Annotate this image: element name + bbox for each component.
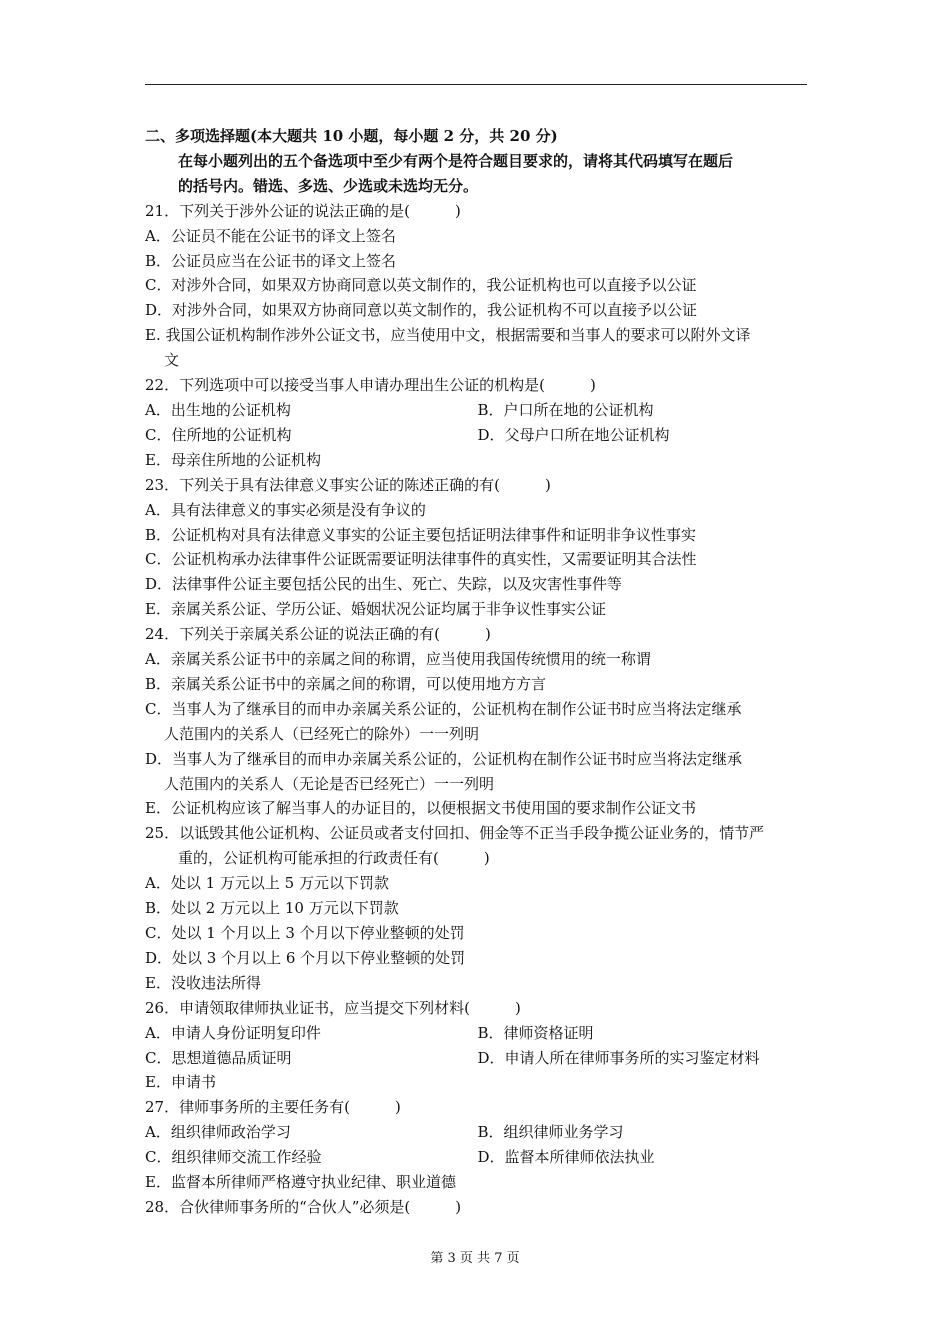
q22-option-e: E．母亲住所地的公证机构	[145, 450, 321, 469]
q28-stem: 28．合伙律师事务所的“合伙人”必须是( )	[145, 1197, 462, 1216]
q22-options-row-1	[145, 398, 810, 423]
q22-option-b: B．户口所在地的公证机构	[477, 400, 654, 419]
q21-option-d: D．对涉外合同，如果双方协商同意以英文制作的，我公证机构不可以直接予以公证	[145, 301, 698, 320]
q24-option-c-continued: 人范围内的关系人（已经死亡的除外）一一列明	[164, 724, 480, 743]
q26-option-e: E．申请书	[145, 1073, 216, 1092]
q22-option-c: C．住所地的公证机构	[145, 425, 292, 444]
q23-option-a: A．具有法律意义的事实必须是没有争议的	[145, 500, 426, 519]
q21-option-b: B．公证员应当在公证书的译文上签名	[145, 251, 397, 270]
q22-options-row-2	[145, 423, 810, 448]
q23-option-b: B．公证机构对具有法律意义事实的公证主要包括证明法律事件和证明非争议性事实	[145, 525, 697, 544]
q21-stem: 21．下列关于涉外公证的说法正确的是( )	[145, 201, 461, 220]
q23-option-e: E．亲属关系公证、学历公证、婚姻状况公证均属于非争议性事实公证	[145, 600, 606, 619]
q25-stem-continued: 重的，公证机构可能承担的行政责任有( )	[178, 849, 490, 868]
q22-option-a: A．出生地的公证机构	[145, 400, 291, 419]
q21-option-e: E. 我国公证机构制作涉外公证文书，应当使用中文，根据需要和当事人的要求可以附外文译	[145, 326, 751, 345]
q21-option-c: C．对涉外合同，如果双方协商同意以英文制作的，我公证机构也可以直接予以公证	[145, 276, 697, 295]
q26-option-a: A．申请人身份证明复印件	[145, 1023, 321, 1042]
q27-option-d: D．监督本所律师依法执业	[477, 1148, 655, 1167]
q22-stem: 22．下列选项中可以接受当事人申请办理出生公证的机构是( )	[145, 376, 596, 395]
q25-option-d: D．处以 3 个月以上 6 个月以下停业整顿的处罚	[145, 948, 466, 967]
q25-option-a: A．处以 1 万元以上 5 万元以下罚款	[145, 874, 389, 893]
page-footer: 第 3 页 共 7 页	[430, 1251, 520, 1266]
q27-stem: 27．律师事务所的主要任务有( )	[145, 1098, 401, 1117]
q25-option-c: C．处以 1 个月以上 3 个月以下停业整顿的处罚	[145, 924, 465, 942]
q25-option-e: E．没收违法所得	[145, 973, 261, 992]
section-instructions-line-2: 的括号内。错选、多选、少选或未选均无分。	[178, 176, 479, 195]
q21-option-e-continued: 文	[164, 351, 180, 370]
q26-option-b: B．律师资格证明	[477, 1023, 594, 1042]
q24-option-d-continued: 人范围内的关系人（无论是否已经死亡）一一列明	[164, 774, 495, 793]
q26-options-row-2	[145, 1046, 810, 1071]
q27-option-e: E．监督本所律师严格遵守执业纪律、职业道德	[145, 1173, 456, 1192]
q24-option-b: B．亲属关系公证书中的亲属之间的称谓，可以使用地方方言	[145, 674, 547, 693]
q23-stem: 23．下列关于具有法律意义事实公证的陈述正确的有( )	[145, 475, 551, 494]
q26-options-row-1	[145, 1021, 810, 1046]
q24-option-d: D．当事人为了继承目的而申办亲属关系公证的，公证机构在制作公证书时应当将法定继承	[145, 749, 743, 768]
q25-stem: 25．以诋毁其他公证机构、公证员或者支付回扣、佣金等不正当手段争揽公证业务的，情节严	[145, 824, 765, 843]
header-rule	[145, 84, 807, 85]
q21-option-a: A．公证员不能在公证书的译文上签名	[145, 226, 396, 245]
q23-option-d: D．法律事件公证主要包括公民的出生、死亡、失踪，以及灾害性事件等	[145, 575, 623, 594]
q24-option-c: C．当事人为了继承目的而申办亲属关系公证的，公证机构在制作公证书时应当将法定继承	[145, 699, 742, 718]
q24-option-a: A．亲属关系公证书中的亲属之间的称谓，应当使用我国传统惯用的统一称谓	[145, 650, 651, 669]
q25-option-b: B．处以 2 万元以上 10 万元以下罚款	[145, 899, 399, 918]
q26-option-c: C．思想道德品质证明	[145, 1048, 292, 1067]
q24-stem: 24．下列关于亲属关系公证的说法正确的有( )	[145, 625, 491, 644]
question-content	[145, 124, 810, 1220]
q22-option-d: D．父母户口所在地公证机构	[477, 425, 670, 444]
section-instructions-line-1: 在每小题列出的五个备选项中至少有两个是符合题目要求的，请将其代码填写在题后	[178, 151, 734, 170]
q23-option-c: C．公证机构承办法律事件公证既需要证明法律事件的真实性，又需要证明其合法性	[145, 550, 697, 569]
q27-option-b: B．组织律师业务学习	[477, 1123, 624, 1142]
q27-option-c: C．组织律师交流工作经验	[145, 1148, 322, 1167]
q27-options-row-2	[145, 1145, 810, 1170]
q24-option-e: E．公证机构应该了解当事人的办证目的，以便根据文书使用国的要求制作公证文书	[145, 799, 696, 818]
q26-option-d: D．申请人所在律师事务所的实习鉴定材料	[477, 1048, 760, 1067]
q27-option-a: A．组织律师政治学习	[145, 1123, 291, 1142]
section-title: 二、多项选择题(本大题共 10 小题，每小题 2 分，共 20 分)	[145, 127, 558, 145]
q27-options-row-1	[145, 1120, 810, 1145]
q26-stem: 26．申请领取律师执业证书，应当提交下列材料( )	[145, 998, 521, 1017]
